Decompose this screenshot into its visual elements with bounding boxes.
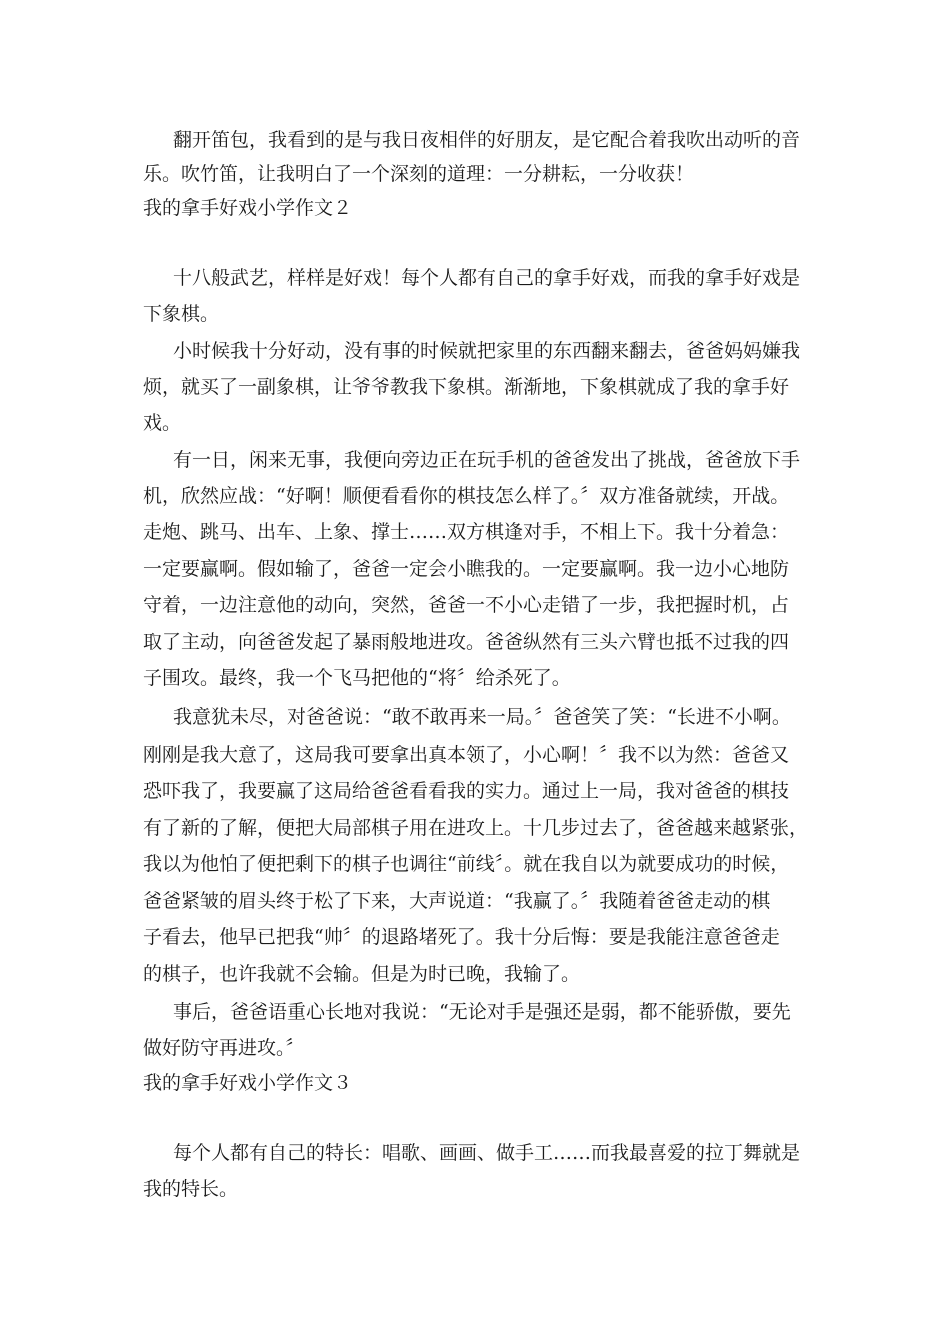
paragraph-line: 有了新的了解，便把大局部棋子用在进攻上。十几步过去了，爸爸越来越紧张， xyxy=(143,817,809,839)
paragraph-line: 做好防守再进攻。〞 xyxy=(143,1037,305,1059)
paragraph-line: 下象棋。 xyxy=(143,303,220,325)
paragraph-line: 我的特长。 xyxy=(143,1178,239,1200)
paragraph-line: 小时候我十分好动，没有事的时候就把家里的东西翻来翻去，爸爸妈妈嫌我 xyxy=(173,340,801,362)
paragraph-line: 刚刚是我大意了，这局我可要拿出真本领了，小心啊！〞我不以为然：爸爸又 xyxy=(143,744,790,766)
paragraph-line: 戏。 xyxy=(143,412,182,434)
paragraph-line: 守着，一边注意他的动向，突然，爸爸一不小心走错了一步，我把握时机，占 xyxy=(143,594,790,616)
paragraph-line: 十八般武艺，样样是好戏！每个人都有自己的拿手好戏，而我的拿手好戏是 xyxy=(173,267,801,289)
paragraph-line: 一定要赢啊。假如输了，爸爸一定会小瞧我的。一定要赢啊。我一边小心地防 xyxy=(143,558,790,580)
paragraph-line: 有一日，闲来无事，我便向旁边正在玩手机的爸爸发出了挑战，爸爸放下手 xyxy=(173,449,801,471)
paragraph-line: 恐吓我了，我要赢了这局给爸爸看看我的实力。通过上一局，我对爸爸的棋技 xyxy=(143,780,790,802)
paragraph-line: 的棋子，也许我就不会输。但是为时已晚，我输了。 xyxy=(143,963,581,985)
paragraph-line: 事后，爸爸语重心长地对我说：“无论对手是强还是弱，都不能骄傲，要先 xyxy=(173,1001,791,1023)
section-heading: 我的拿手好戏小学作文２ xyxy=(143,197,353,219)
paragraph-line: 每个人都有自己的特长：唱歌、画画、做手工……而我最喜爱的拉丁舞就是 xyxy=(173,1142,801,1164)
paragraph-line: 爸爸紧皱的眉头终于松了下来，大声说道：“我赢了。〞我随着爸爸走动的棋 xyxy=(143,890,771,912)
paragraph-line: 我以为他怕了便把剩下的棋子也调往“前线〞。就在我自以为就要成功的时候， xyxy=(143,853,790,875)
paragraph-line: 烦，就买了一副象棋，让爷爷教我下象棋。渐渐地，下象棋就成了我的拿手好 xyxy=(143,376,790,398)
paragraph-line: 走炮、跳马、出车、上象、撑士……双方棋逢对手，不相上下。我十分着急： xyxy=(143,521,790,543)
paragraph-line: 我意犹未尽，对爸爸说：“敢不敢再来一局。〞爸爸笑了笑：“长进不小啊。 xyxy=(173,706,791,728)
section-heading: 我的拿手好戏小学作文３ xyxy=(143,1072,353,1094)
paragraph-line: 取了主动，向爸爸发起了暴雨般地进攻。爸爸纵然有三头六臂也抵不过我的四 xyxy=(143,631,790,653)
paragraph-line: 子看去，他早已把我“帅〞的退路堵死了。我十分后悔：要是我能注意爸爸走 xyxy=(143,926,780,948)
paragraph-line: 子围攻。最终，我一个飞马把他的“将〞给杀死了。 xyxy=(143,667,571,689)
paragraph-line: 机，欣然应战：“好啊！顺便看看你的棋技怎么样了。〞双方准备就续，开战。 xyxy=(143,485,790,507)
paragraph-line: 乐。吹竹笛，让我明白了一个深刻的道理：一分耕耘，一分收获！ xyxy=(143,163,695,185)
paragraph-line: 翻开笛包，我看到的是与我日夜相伴的好朋友，是它配合着我吹出动听的音 xyxy=(173,129,801,151)
